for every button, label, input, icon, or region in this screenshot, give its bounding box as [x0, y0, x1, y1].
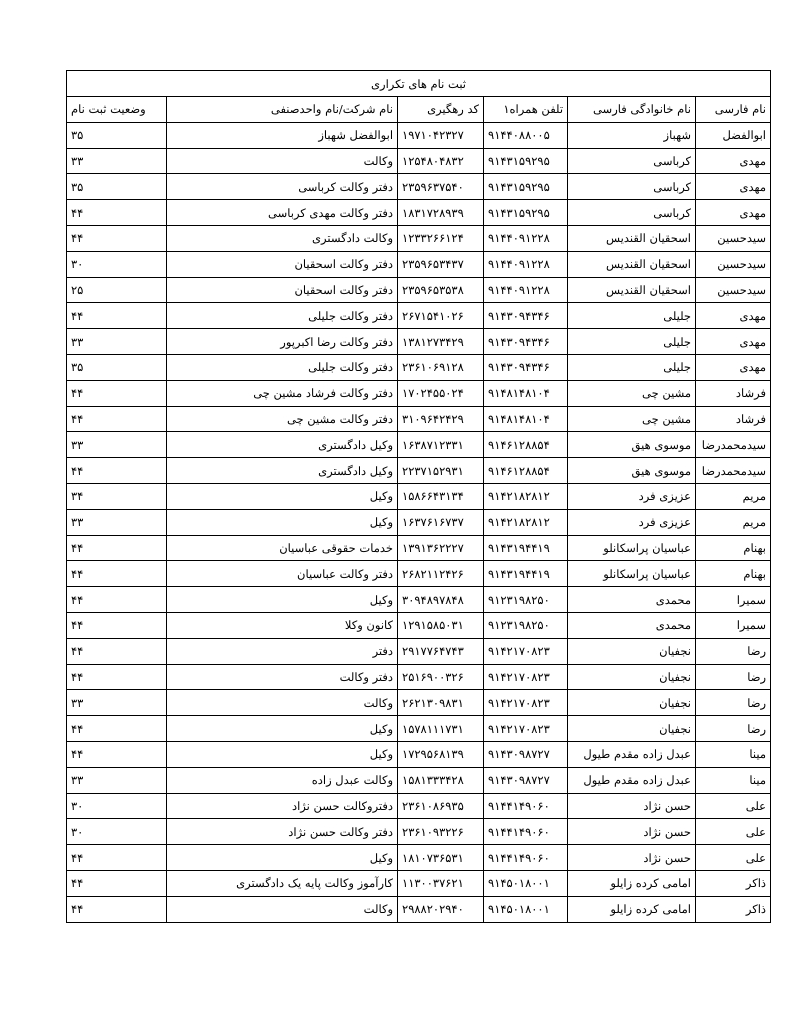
table-row: [67, 690, 771, 716]
cell-company-name: دفتر وکالت اسحقیان: [167, 251, 398, 277]
cell-registration-status: ۳۰: [67, 251, 167, 277]
cell-mobile: ۹۱۴۲۱۷۰۸۲۳: [484, 690, 568, 716]
cell-company-name: دفتر وکالت مشین چی: [167, 406, 398, 432]
cell-mobile: ۹۱۴۳۱۵۹۲۹۵: [484, 148, 568, 174]
cell-company-name: وکیل: [167, 741, 398, 767]
cell-registration-status: ۴۴: [67, 303, 167, 329]
cell-mobile: ۹۱۴۳۰۹۴۳۴۶: [484, 354, 568, 380]
cell-mobile: ۹۱۴۲۱۷۰۸۲۳: [484, 638, 568, 664]
cell-registration-status: ۳۳: [67, 329, 167, 355]
cell-last-name: کرباسی: [568, 148, 696, 174]
cell-mobile: ۹۱۴۲۱۸۲۸۱۲: [484, 509, 568, 535]
cell-registration-status: ۳۵: [67, 354, 167, 380]
cell-last-name: عباسیان پراسکانلو: [568, 561, 696, 587]
cell-mobile: ۹۱۴۳۱۵۹۲۹۵: [484, 174, 568, 200]
cell-last-name: عزیزی فرد: [568, 483, 696, 509]
table-row: [67, 535, 771, 561]
cell-mobile: ۹۱۴۶۱۲۸۸۵۴: [484, 458, 568, 484]
cell-company-name: وکالت: [167, 690, 398, 716]
cell-registration-status: ۳۳: [67, 690, 167, 716]
cell-tracking-code: ۲۳۶۱۰۶۹۱۲۸: [398, 354, 484, 380]
cell-registration-status: ۴۴: [67, 612, 167, 638]
header-registration-status: وضعیت ثبت نام: [67, 97, 167, 123]
cell-registration-status: ۳۳: [67, 432, 167, 458]
table-body: [67, 122, 771, 922]
cell-last-name: عباسیان پراسکانلو: [568, 535, 696, 561]
cell-first-name: سمیرا: [696, 612, 771, 638]
cell-mobile: ۹۱۴۴۰۹۱۲۲۸: [484, 251, 568, 277]
cell-company-name: دفتر: [167, 638, 398, 664]
header-last-name: نام خانوادگی فارسی: [568, 97, 696, 123]
cell-tracking-code: ۱۵۸۶۶۴۳۱۳۴: [398, 483, 484, 509]
table-row: [67, 664, 771, 690]
cell-tracking-code: ۲۳۵۹۶۵۳۴۳۷: [398, 251, 484, 277]
table-row: [67, 148, 771, 174]
cell-last-name: حسن نژاد: [568, 793, 696, 819]
cell-first-name: ذاکر: [696, 896, 771, 922]
cell-tracking-code: ۲۶۸۲۱۱۲۴۲۶: [398, 561, 484, 587]
cell-tracking-code: ۱۳۹۱۳۶۲۲۲۷: [398, 535, 484, 561]
cell-tracking-code: ۱۲۹۱۵۸۵۰۳۱: [398, 612, 484, 638]
cell-tracking-code: ۲۹۸۸۲۰۲۹۴۰: [398, 896, 484, 922]
cell-last-name: اسحقیان القندیس: [568, 277, 696, 303]
cell-last-name: موسوی هیق: [568, 432, 696, 458]
table-row: [67, 896, 771, 922]
table-row: [67, 509, 771, 535]
cell-first-name: سمیرا: [696, 587, 771, 613]
cell-registration-status: ۴۴: [67, 535, 167, 561]
cell-tracking-code: ۱۷۲۹۵۶۸۱۳۹: [398, 741, 484, 767]
cell-company-name: دفتر وکالت حسن نژاد: [167, 819, 398, 845]
cell-first-name: علی: [696, 793, 771, 819]
cell-last-name: حسن نژاد: [568, 819, 696, 845]
cell-registration-status: ۴۴: [67, 200, 167, 226]
cell-company-name: کانون وکلا: [167, 612, 398, 638]
cell-company-name: دفتر وکالت کرباسی: [167, 174, 398, 200]
cell-last-name: مشین چی: [568, 380, 696, 406]
cell-last-name: عزیزی فرد: [568, 509, 696, 535]
header-mobile: تلفن همراه۱: [484, 97, 568, 123]
cell-tracking-code: ۱۵۸۱۳۳۳۴۲۸: [398, 767, 484, 793]
cell-first-name: مهدی: [696, 174, 771, 200]
cell-registration-status: ۲۵: [67, 277, 167, 303]
cell-company-name: دفتر وکالت: [167, 664, 398, 690]
cell-mobile: ۹۱۴۵۰۱۸۰۰۱: [484, 896, 568, 922]
cell-last-name: اسحقیان القندیس: [568, 225, 696, 251]
cell-first-name: سیدحسین: [696, 277, 771, 303]
cell-last-name: کرباسی: [568, 200, 696, 226]
cell-tracking-code: ۲۲۳۷۱۵۲۹۳۱: [398, 458, 484, 484]
cell-first-name: فرشاد: [696, 380, 771, 406]
cell-tracking-code: ۲۶۲۱۳۰۹۸۳۱: [398, 690, 484, 716]
table-row: [67, 303, 771, 329]
cell-first-name: علی: [696, 845, 771, 871]
cell-registration-status: ۳۴: [67, 483, 167, 509]
cell-registration-status: ۴۴: [67, 561, 167, 587]
header-row: [67, 97, 771, 123]
cell-mobile: ۹۱۴۴۱۴۹۰۶۰: [484, 793, 568, 819]
cell-tracking-code: ۲۳۵۹۶۵۳۵۳۸: [398, 277, 484, 303]
cell-tracking-code: ۱۵۷۸۱۱۱۷۳۱: [398, 716, 484, 742]
cell-company-name: وکیل: [167, 509, 398, 535]
registrations-table: [66, 70, 771, 923]
cell-registration-status: ۴۴: [67, 458, 167, 484]
cell-registration-status: ۴۴: [67, 896, 167, 922]
cell-mobile: ۹۱۴۸۱۴۸۱۰۴: [484, 406, 568, 432]
cell-registration-status: ۳۳: [67, 509, 167, 535]
table-row: [67, 561, 771, 587]
cell-mobile: ۹۱۴۴۱۴۹۰۶۰: [484, 845, 568, 871]
cell-first-name: مهدی: [696, 148, 771, 174]
table-row: [67, 122, 771, 148]
cell-tracking-code: ۱۸۳۱۷۲۸۹۳۹: [398, 200, 484, 226]
table-row: [67, 174, 771, 200]
cell-first-name: ذاکر: [696, 870, 771, 896]
cell-company-name: وکیل: [167, 483, 398, 509]
cell-mobile: ۹۱۴۶۱۲۸۸۵۴: [484, 432, 568, 458]
cell-last-name: جلیلی: [568, 329, 696, 355]
table-row: [67, 741, 771, 767]
cell-mobile: ۹۱۲۳۱۹۸۲۵۰: [484, 587, 568, 613]
cell-mobile: ۹۱۴۵۰۱۸۰۰۱: [484, 870, 568, 896]
cell-company-name: دفتر وکالت رضا اکبرپور: [167, 329, 398, 355]
cell-company-name: دفتر وکالت جلیلی: [167, 303, 398, 329]
table-row: [67, 845, 771, 871]
cell-first-name: رضا: [696, 664, 771, 690]
cell-first-name: بهنام: [696, 535, 771, 561]
table-row: [67, 638, 771, 664]
table-row: [67, 458, 771, 484]
cell-last-name: کرباسی: [568, 174, 696, 200]
cell-tracking-code: ۱۱۳۰۰۳۷۶۲۱: [398, 870, 484, 896]
table-row: [67, 819, 771, 845]
cell-mobile: ۹۱۲۳۱۹۸۲۵۰: [484, 612, 568, 638]
cell-first-name: سیدحسین: [696, 251, 771, 277]
cell-last-name: اسحقیان القندیس: [568, 251, 696, 277]
header-first-name: نام فارسی: [696, 97, 771, 123]
cell-registration-status: ۴۴: [67, 638, 167, 664]
cell-last-name: شهباز: [568, 122, 696, 148]
cell-last-name: نجفیان: [568, 716, 696, 742]
table-row: [67, 406, 771, 432]
cell-last-name: عبدل زاده مقدم طیول: [568, 741, 696, 767]
cell-first-name: مهدی: [696, 303, 771, 329]
cell-registration-status: ۴۴: [67, 716, 167, 742]
cell-first-name: علی: [696, 819, 771, 845]
cell-mobile: ۹۱۴۳۱۹۴۴۱۹: [484, 561, 568, 587]
cell-tracking-code: ۱۸۱۰۷۳۶۵۳۱: [398, 845, 484, 871]
cell-tracking-code: ۳۰۹۴۸۹۷۸۴۸: [398, 587, 484, 613]
cell-first-name: رضا: [696, 690, 771, 716]
cell-last-name: جلیلی: [568, 354, 696, 380]
cell-last-name: مشین چی: [568, 406, 696, 432]
table-row: [67, 225, 771, 251]
cell-first-name: مینا: [696, 741, 771, 767]
cell-last-name: امامی کرده زایلو: [568, 896, 696, 922]
cell-first-name: ابوالفضل: [696, 122, 771, 148]
cell-first-name: رضا: [696, 716, 771, 742]
cell-tracking-code: ۲۶۷۱۵۴۱۰۲۶: [398, 303, 484, 329]
cell-registration-status: ۴۴: [67, 870, 167, 896]
cell-company-name: وکیل: [167, 716, 398, 742]
cell-first-name: رضا: [696, 638, 771, 664]
cell-last-name: موسوی هیق: [568, 458, 696, 484]
table-row: [67, 251, 771, 277]
cell-first-name: مریم: [696, 483, 771, 509]
cell-last-name: نجفیان: [568, 690, 696, 716]
header-company-name: نام شرکت/نام واحدصنفی: [167, 97, 398, 123]
cell-registration-status: ۴۴: [67, 225, 167, 251]
table-row: [67, 716, 771, 742]
cell-last-name: جلیلی: [568, 303, 696, 329]
cell-company-name: دفتر وکالت فرشاد مشین چی: [167, 380, 398, 406]
cell-tracking-code: ۲۳۶۱۰۸۶۹۳۵: [398, 793, 484, 819]
cell-company-name: ابوالفضل شهباز: [167, 122, 398, 148]
cell-registration-status: ۳۳: [67, 767, 167, 793]
cell-mobile: ۹۱۴۳۰۹۸۷۲۷: [484, 741, 568, 767]
cell-first-name: بهنام: [696, 561, 771, 587]
cell-mobile: ۹۱۴۴۱۴۹۰۶۰: [484, 819, 568, 845]
table-row: [67, 354, 771, 380]
cell-first-name: مهدی: [696, 329, 771, 355]
table-row: [67, 200, 771, 226]
cell-tracking-code: ۱۶۳۷۶۱۶۷۳۷: [398, 509, 484, 535]
table-row: [67, 587, 771, 613]
cell-company-name: دفتر وکالت عباسیان: [167, 561, 398, 587]
cell-last-name: امامی کرده زایلو: [568, 870, 696, 896]
cell-registration-status: ۴۴: [67, 406, 167, 432]
cell-company-name: وکیل دادگستری: [167, 458, 398, 484]
cell-first-name: مهدی: [696, 200, 771, 226]
table-row: [67, 612, 771, 638]
cell-tracking-code: ۲۵۱۶۹۰۰۳۲۶: [398, 664, 484, 690]
table-row: [67, 432, 771, 458]
cell-company-name: وکالت: [167, 896, 398, 922]
cell-tracking-code: ۱۷۰۲۴۵۵۰۲۴: [398, 380, 484, 406]
cell-last-name: نجفیان: [568, 664, 696, 690]
table-row: [67, 380, 771, 406]
cell-company-name: کارآموز وکالت پایه یک دادگستری: [167, 870, 398, 896]
cell-first-name: سیدمحمدرضا: [696, 432, 771, 458]
cell-company-name: وکیل دادگستری: [167, 432, 398, 458]
cell-company-name: وکالت دادگستری: [167, 225, 398, 251]
cell-company-name: خدمات حقوقی عباسیان: [167, 535, 398, 561]
cell-registration-status: ۴۴: [67, 664, 167, 690]
cell-first-name: فرشاد: [696, 406, 771, 432]
cell-registration-status: ۴۴: [67, 741, 167, 767]
cell-first-name: سیدمحمدرضا: [696, 458, 771, 484]
cell-mobile: ۹۱۴۳۱۹۴۴۱۹: [484, 535, 568, 561]
cell-company-name: دفتروکالت حسن نژاد: [167, 793, 398, 819]
cell-registration-status: ۳۳: [67, 148, 167, 174]
cell-tracking-code: ۲۳۶۱۰۹۳۲۲۶: [398, 819, 484, 845]
table-title: ثبت نام های تکراری: [67, 71, 771, 97]
cell-tracking-code: ۲۹۱۷۷۶۴۷۴۳: [398, 638, 484, 664]
cell-company-name: وکیل: [167, 845, 398, 871]
table-row: [67, 793, 771, 819]
cell-tracking-code: ۱۹۷۱۰۴۲۳۲۷: [398, 122, 484, 148]
cell-registration-status: ۴۴: [67, 380, 167, 406]
header-tracking-code: کد رهگیری: [398, 97, 484, 123]
cell-registration-status: ۳۰: [67, 793, 167, 819]
cell-mobile: ۹۱۴۳۰۹۴۳۴۶: [484, 329, 568, 355]
cell-first-name: مریم: [696, 509, 771, 535]
cell-mobile: ۹۱۴۲۱۷۰۸۲۳: [484, 664, 568, 690]
cell-company-name: وکالت عبدل زاده: [167, 767, 398, 793]
cell-mobile: ۹۱۴۸۱۴۸۱۰۴: [484, 380, 568, 406]
cell-registration-status: ۳۵: [67, 174, 167, 200]
cell-last-name: عبدل زاده مقدم طیول: [568, 767, 696, 793]
cell-last-name: حسن نژاد: [568, 845, 696, 871]
cell-mobile: ۹۱۴۴۰۸۸۰۰۵: [484, 122, 568, 148]
cell-last-name: نجفیان: [568, 638, 696, 664]
cell-tracking-code: ۱۳۸۱۲۷۳۴۲۹: [398, 329, 484, 355]
cell-first-name: سیدحسین: [696, 225, 771, 251]
cell-last-name: محمدی: [568, 612, 696, 638]
duplicate-registrations-sheet: [66, 70, 770, 923]
cell-mobile: ۹۱۴۲۱۷۰۸۲۳: [484, 716, 568, 742]
table-row: [67, 483, 771, 509]
cell-mobile: ۹۱۴۳۱۵۹۲۹۵: [484, 200, 568, 226]
cell-mobile: ۹۱۴۲۱۸۲۸۱۲: [484, 483, 568, 509]
table-row: [67, 277, 771, 303]
cell-company-name: دفتر وکالت جلیلی: [167, 354, 398, 380]
cell-last-name: محمدی: [568, 587, 696, 613]
cell-registration-status: ۳۵: [67, 122, 167, 148]
cell-first-name: مینا: [696, 767, 771, 793]
cell-first-name: مهدی: [696, 354, 771, 380]
cell-company-name: دفتر وکالت اسحقیان: [167, 277, 398, 303]
cell-tracking-code: ۱۲۳۳۲۶۶۱۲۴: [398, 225, 484, 251]
cell-registration-status: ۴۴: [67, 845, 167, 871]
cell-company-name: دفتر وکالت مهدی کرباسی: [167, 200, 398, 226]
cell-tracking-code: ۱۲۵۴۸۰۴۸۳۲: [398, 148, 484, 174]
cell-company-name: وکیل: [167, 587, 398, 613]
cell-company-name: وکالت: [167, 148, 398, 174]
table-row: [67, 870, 771, 896]
cell-registration-status: ۴۴: [67, 587, 167, 613]
cell-tracking-code: ۳۱۰۹۶۴۲۴۲۹: [398, 406, 484, 432]
cell-tracking-code: ۲۳۵۹۶۳۷۵۴۰: [398, 174, 484, 200]
cell-registration-status: ۳۰: [67, 819, 167, 845]
cell-mobile: ۹۱۴۳۰۹۸۷۲۷: [484, 767, 568, 793]
cell-mobile: ۹۱۴۴۰۹۱۲۲۸: [484, 277, 568, 303]
table-row: [67, 767, 771, 793]
cell-mobile: ۹۱۴۴۰۹۱۲۲۸: [484, 225, 568, 251]
title-row: [67, 71, 771, 97]
cell-mobile: ۹۱۴۳۰۹۴۳۴۶: [484, 303, 568, 329]
cell-tracking-code: ۱۶۳۸۷۱۲۳۳۱: [398, 432, 484, 458]
table-row: [67, 329, 771, 355]
